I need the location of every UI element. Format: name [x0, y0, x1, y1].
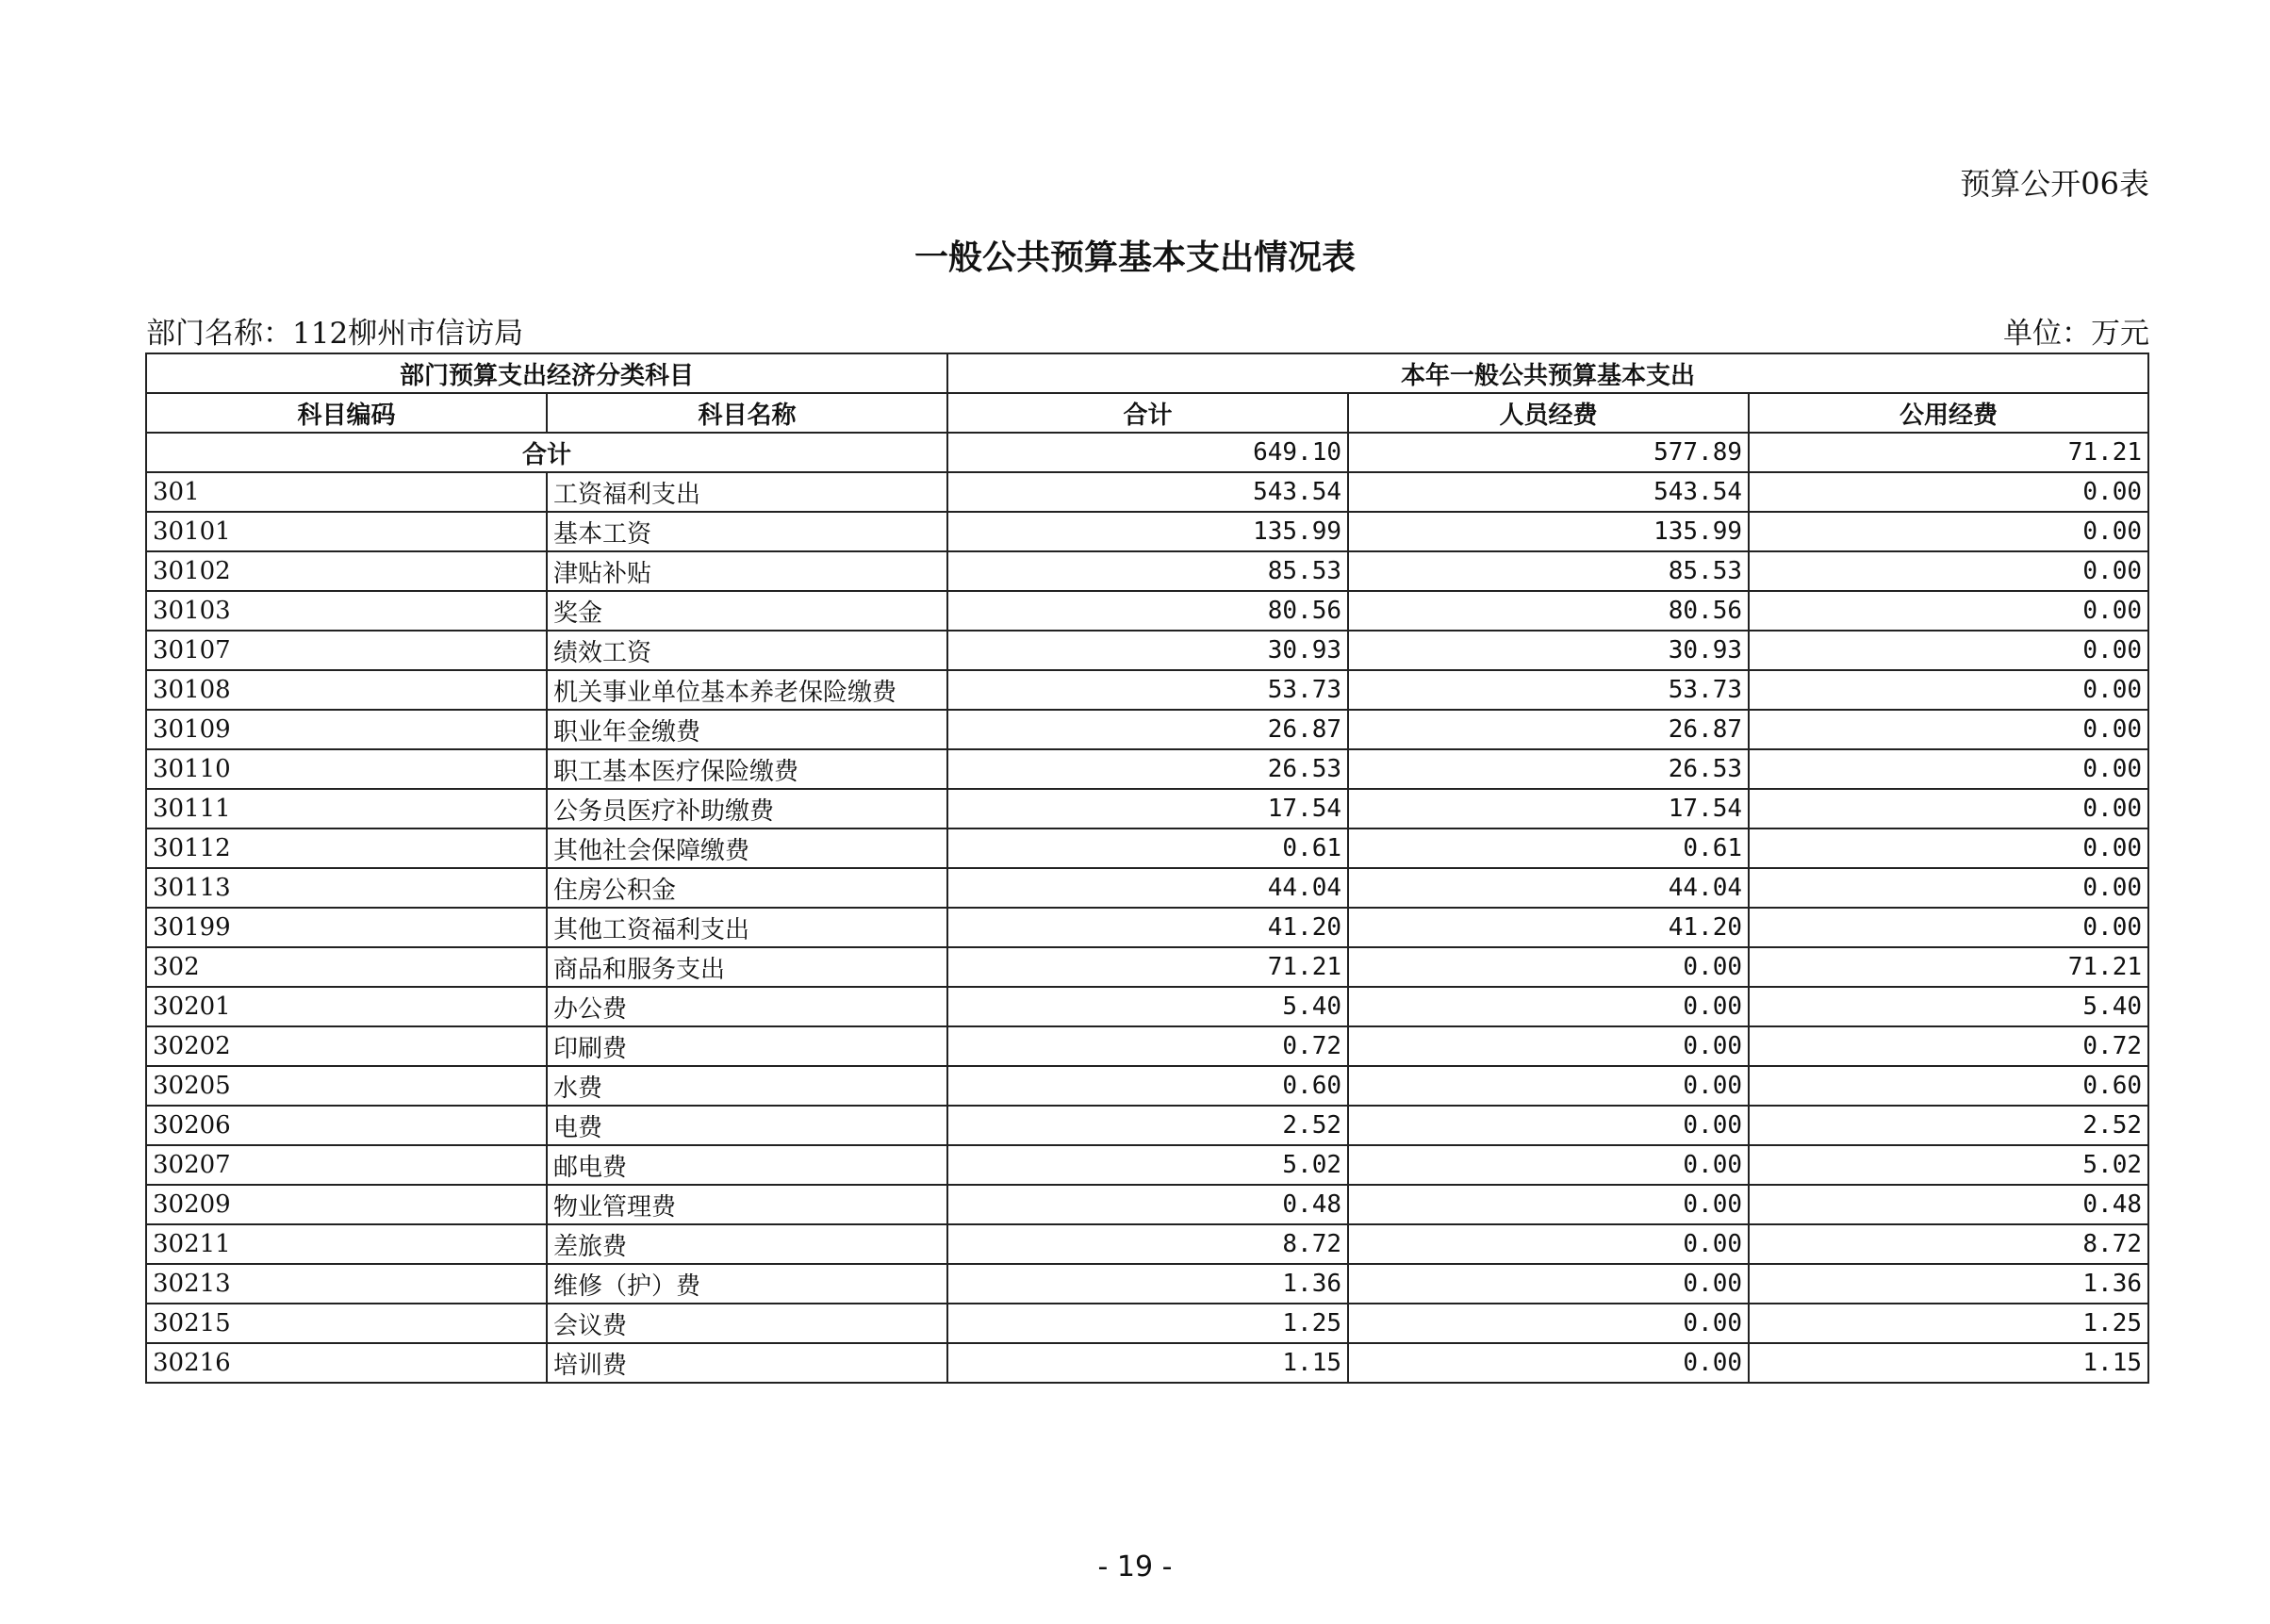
- cell-total: 26.53: [947, 749, 1348, 789]
- cell-public: 0.00: [1749, 789, 2148, 828]
- cell-public: 0.00: [1749, 908, 2148, 947]
- cell-personnel: 0.00: [1348, 1264, 1749, 1304]
- cell-name: 其他社会保障缴费: [547, 828, 947, 868]
- table-row: [146, 908, 2148, 947]
- header-personnel: 人员经费: [1348, 393, 1749, 433]
- table-row: [146, 551, 2148, 591]
- cell-name: 绩效工资: [547, 631, 947, 670]
- cell-name: 基本工资: [547, 512, 947, 551]
- cell-public: 0.00: [1749, 710, 2148, 749]
- cell-code: 30216: [146, 1343, 547, 1383]
- cell-name: 办公费: [547, 987, 947, 1026]
- cell-personnel: 0.00: [1348, 1145, 1749, 1185]
- cell-code: 302: [146, 947, 547, 987]
- cell-code: 30111: [146, 789, 547, 828]
- header-total: 合计: [947, 393, 1348, 433]
- cell-name: 物业管理费: [547, 1185, 947, 1224]
- cell-name: 职工基本医疗保险缴费: [547, 749, 947, 789]
- table-row: [146, 868, 2148, 908]
- cell-public: 2.52: [1749, 1106, 2148, 1145]
- budget-table: [145, 353, 2149, 1384]
- cell-public: 0.00: [1749, 631, 2148, 670]
- cell-personnel: 44.04: [1348, 868, 1749, 908]
- cell-public: 0.48: [1749, 1185, 2148, 1224]
- cell-public: 0.00: [1749, 868, 2148, 908]
- cell-public: 1.25: [1749, 1304, 2148, 1343]
- cell-total: 1.15: [947, 1343, 1348, 1383]
- header-public: 公用经费: [1749, 393, 2148, 433]
- cell-name: 住房公积金: [547, 868, 947, 908]
- cell-total: 41.20: [947, 908, 1348, 947]
- cell-code: 30201: [146, 987, 547, 1026]
- page-number: - 19 -: [1097, 1550, 1173, 1583]
- cell-personnel: 26.53: [1348, 749, 1749, 789]
- cell-personnel: 0.00: [1348, 1304, 1749, 1343]
- cell-code: 30110: [146, 749, 547, 789]
- cell-public: 71.21: [1749, 947, 2148, 987]
- cell-name: 其他工资福利支出: [547, 908, 947, 947]
- cell-total: 85.53: [947, 551, 1348, 591]
- cell-code: 30199: [146, 908, 547, 947]
- table-row: [146, 472, 2148, 512]
- header-code: 科目编码: [146, 393, 547, 433]
- table-row: [146, 1145, 2148, 1185]
- table-row: [146, 789, 2148, 828]
- cell-personnel: 0.00: [1348, 1026, 1749, 1066]
- cell-personnel: 0.00: [1348, 1343, 1749, 1383]
- total-label: 合计: [146, 433, 947, 472]
- page-title: 一般公共预算基本支出情况表: [913, 238, 1356, 277]
- table-row: [146, 1224, 2148, 1264]
- cell-personnel: 135.99: [1348, 512, 1749, 551]
- cell-code: 30113: [146, 868, 547, 908]
- cell-total: 0.61: [947, 828, 1348, 868]
- cell-code: 30102: [146, 551, 547, 591]
- cell-name: 水费: [547, 1066, 947, 1106]
- total-public: 71.21: [1749, 433, 2148, 472]
- cell-personnel: 0.00: [1348, 987, 1749, 1026]
- cell-personnel: 0.00: [1348, 1224, 1749, 1264]
- cell-name: 职业年金缴费: [547, 710, 947, 749]
- cell-name: 工资福利支出: [547, 472, 947, 512]
- header-row-group: [146, 353, 2148, 393]
- cell-code: 30107: [146, 631, 547, 670]
- table-row: [146, 947, 2148, 987]
- cell-total: 0.48: [947, 1185, 1348, 1224]
- cell-code: 30205: [146, 1066, 547, 1106]
- cell-public: 5.40: [1749, 987, 2148, 1026]
- cell-personnel: 53.73: [1348, 670, 1749, 710]
- cell-personnel: 0.00: [1348, 1185, 1749, 1224]
- cell-personnel: 26.87: [1348, 710, 1749, 749]
- header-group-left: 部门预算支出经济分类科目: [146, 353, 947, 393]
- cell-total: 44.04: [947, 868, 1348, 908]
- cell-code: 30213: [146, 1264, 547, 1304]
- cell-personnel: 17.54: [1348, 789, 1749, 828]
- cell-total: 5.40: [947, 987, 1348, 1026]
- cell-total: 5.02: [947, 1145, 1348, 1185]
- cell-public: 0.00: [1749, 670, 2148, 710]
- cell-code: 30109: [146, 710, 547, 749]
- cell-public: 0.60: [1749, 1066, 2148, 1106]
- cell-total: 1.36: [947, 1264, 1348, 1304]
- unit-label: 单位：万元: [2003, 317, 2149, 351]
- cell-name: 机关事业单位基本养老保险缴费: [547, 670, 947, 710]
- cell-personnel: 0.00: [1348, 1106, 1749, 1145]
- cell-personnel: 41.20: [1348, 908, 1749, 947]
- cell-public: 0.00: [1749, 591, 2148, 631]
- cell-total: 80.56: [947, 591, 1348, 631]
- cell-total: 71.21: [947, 947, 1348, 987]
- table-row: [146, 710, 2148, 749]
- cell-code: 30206: [146, 1106, 547, 1145]
- table-row: [146, 987, 2148, 1026]
- cell-name: 公务员医疗补助缴费: [547, 789, 947, 828]
- header-name: 科目名称: [547, 393, 947, 433]
- table-row: [146, 1106, 2148, 1145]
- cell-total: 2.52: [947, 1106, 1348, 1145]
- table-row: [146, 1026, 2148, 1066]
- form-number: 预算公开06表: [1960, 166, 2149, 202]
- table-row: [146, 749, 2148, 789]
- cell-total: 53.73: [947, 670, 1348, 710]
- cell-public: 0.00: [1749, 828, 2148, 868]
- cell-code: 30207: [146, 1145, 547, 1185]
- cell-name: 维修（护）费: [547, 1264, 947, 1304]
- cell-public: 0.00: [1749, 749, 2148, 789]
- cell-code: 30112: [146, 828, 547, 868]
- cell-name: 差旅费: [547, 1224, 947, 1264]
- cell-total: 17.54: [947, 789, 1348, 828]
- cell-code: 30209: [146, 1185, 547, 1224]
- cell-public: 1.36: [1749, 1264, 2148, 1304]
- cell-personnel: 85.53: [1348, 551, 1749, 591]
- cell-name: 津贴补贴: [547, 551, 947, 591]
- cell-total: 0.60: [947, 1066, 1348, 1106]
- cell-personnel: 30.93: [1348, 631, 1749, 670]
- cell-personnel: 0.61: [1348, 828, 1749, 868]
- cell-name: 印刷费: [547, 1026, 947, 1066]
- cell-total: 135.99: [947, 512, 1348, 551]
- cell-total: 30.93: [947, 631, 1348, 670]
- table-row: [146, 512, 2148, 551]
- cell-name: 培训费: [547, 1343, 947, 1383]
- total-personnel: 577.89: [1348, 433, 1749, 472]
- cell-public: 0.00: [1749, 472, 2148, 512]
- cell-total: 26.87: [947, 710, 1348, 749]
- cell-total: 1.25: [947, 1304, 1348, 1343]
- cell-personnel: 80.56: [1348, 591, 1749, 631]
- cell-public: 0.00: [1749, 512, 2148, 551]
- cell-code: 301: [146, 472, 547, 512]
- header-row-columns: [146, 393, 2148, 433]
- table-row: [146, 1304, 2148, 1343]
- budget-table-body: [146, 353, 2148, 1383]
- header-group-right: 本年一般公共预算基本支出: [947, 353, 2148, 393]
- table-row: [146, 1066, 2148, 1106]
- cell-total: 543.54: [947, 472, 1348, 512]
- table-row: [146, 670, 2148, 710]
- cell-personnel: 543.54: [1348, 472, 1749, 512]
- cell-name: 会议费: [547, 1304, 947, 1343]
- cell-code: 30103: [146, 591, 547, 631]
- cell-total: 0.72: [947, 1026, 1348, 1066]
- cell-name: 商品和服务支出: [547, 947, 947, 987]
- cell-code: 30211: [146, 1224, 547, 1264]
- cell-code: 30215: [146, 1304, 547, 1343]
- table-row: [146, 1264, 2148, 1304]
- total-total: 649.10: [947, 433, 1348, 472]
- table-row: [146, 1185, 2148, 1224]
- cell-code: 30101: [146, 512, 547, 551]
- table-row: [146, 1343, 2148, 1383]
- cell-name: 电费: [547, 1106, 947, 1145]
- table-row: [146, 828, 2148, 868]
- cell-public: 5.02: [1749, 1145, 2148, 1185]
- cell-code: 30108: [146, 670, 547, 710]
- table-row: [146, 631, 2148, 670]
- department-name: 部门名称：112柳州市信访局: [146, 317, 524, 351]
- cell-personnel: 0.00: [1348, 1066, 1749, 1106]
- table-row: [146, 591, 2148, 631]
- cell-public: 8.72: [1749, 1224, 2148, 1264]
- cell-public: 0.72: [1749, 1026, 2148, 1066]
- cell-personnel: 0.00: [1348, 947, 1749, 987]
- cell-name: 奖金: [547, 591, 947, 631]
- cell-code: 30202: [146, 1026, 547, 1066]
- total-row: [146, 433, 2148, 472]
- cell-public: 1.15: [1749, 1343, 2148, 1383]
- cell-public: 0.00: [1749, 551, 2148, 591]
- cell-total: 8.72: [947, 1224, 1348, 1264]
- cell-name: 邮电费: [547, 1145, 947, 1185]
